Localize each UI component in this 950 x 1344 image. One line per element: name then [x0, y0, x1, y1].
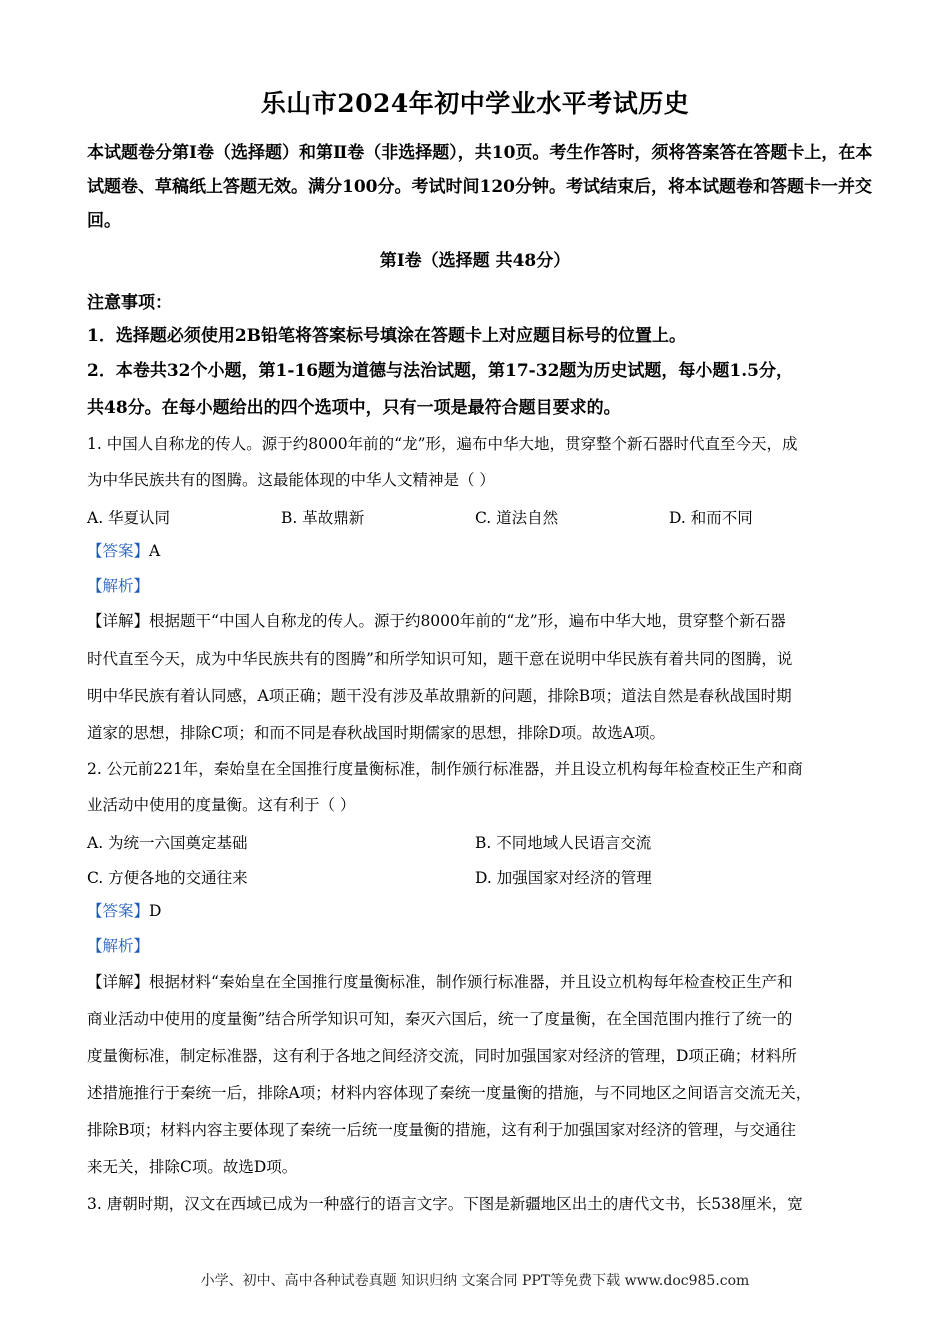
- q2-detail-line-2: 商业活动中使用的度量衡”结合所学知识可知，秦灭六国后，统一了度量衡，在全国范围内推行了统一的: [87, 1010, 793, 1028]
- q1-option-b: B. 革故鼎新: [281, 509, 365, 527]
- q1-detail-line-3: 明中华民族有着认同感，A项正确；题干没有涉及革故鼎新的问题，排除B项；道法自然是春秋战国时期: [87, 687, 792, 705]
- q2-analysis-tag: 【解析】: [87, 937, 150, 955]
- q2-detail-line-4: 述措施推行于秦统一后，排除A项；材料内容体现了秦统一度量衡的措施，与不同地区之间语言交流无关，: [87, 1084, 812, 1102]
- q1-detail-line-1: [87, 604, 877, 638]
- q2-option-c: C. 方便各地的交通往来: [87, 869, 248, 887]
- q1-analysis-tag: 【解析】: [87, 577, 150, 595]
- q2-option-a: A. 为统一六国奠定基础: [87, 834, 248, 852]
- note-item-2-line-2: 共48分。在每小题给出的四个选项中，只有一项是最符合题目要求的。: [87, 398, 621, 418]
- q2-detail-line-1: [87, 965, 877, 999]
- note-item-1: 1．选择题必须使用2B铅笔将答案标号填涂在答题卡上对应题目标号的位置上。: [87, 326, 687, 346]
- detail-text: 根据材料“秦始皇在全国推行度量衡标准，制作颁行标准器，并且设立机构每年检查校正生产和: [149, 973, 793, 991]
- exam-title: 乐山市2024年初中学业水平考试历史: [260, 89, 690, 118]
- q2-answer: [87, 894, 877, 928]
- q2-stem-line-1: 2. 公元前221年，秦始皇在全国推行度量衡标准，制作颁行标准器，并且设立机构每年检查校正生产和商: [87, 760, 803, 778]
- q1-detail-line-2: 时代直至今天，成为中华民族共有的图腾”和所学知识可知，题干意在说明中华民族有着共同的图腾，说: [87, 650, 793, 668]
- q2-stem-line-2: 业活动中使用的度量衡。这有利于（ ）: [87, 796, 356, 814]
- answer-tag: 【答案】: [87, 542, 150, 560]
- answer-tag: 【答案】: [87, 902, 150, 920]
- page-footer: 小学、初中、高中各种试卷真题 知识归纳 文案合同 PPT等免费下载 www.doc985.com: [200, 1273, 750, 1289]
- section-title: 第Ⅰ卷（选择题 共48分）: [379, 251, 571, 271]
- q2-option-d: D. 加强国家对经济的管理: [475, 869, 652, 887]
- q1-stem-line-2: 为中华民族共有的图腾。这最能体现的中华人文精神是（ ）: [87, 471, 495, 489]
- q2-option-b: B. 不同地域人民语言交流: [475, 834, 652, 852]
- q1-stem-line-1: 1. 中国人自称龙的传人。源于约8000年前的“龙”形，遍布中华大地，贯穿整个新石器时代直至今天，成: [87, 435, 798, 453]
- q2-detail-line-6: 来无关，排除C项。故选D项。: [87, 1158, 298, 1176]
- answer-value: A: [149, 542, 161, 560]
- detail-tag: 【详解】: [87, 973, 150, 991]
- q2-detail-line-5: 排除B项；材料内容主要体现了秦统一后统一度量衡的措施，这有利于加强国家对经济的管理，与交通往: [87, 1121, 796, 1139]
- detail-tag: 【详解】: [87, 612, 150, 630]
- q1-detail-line-4: 道家的思想，排除C项；和而不同是春秋战国时期儒家的思想，排除D项。故选A项。: [87, 724, 665, 742]
- notes-heading: 注意事项：: [87, 293, 172, 313]
- q3-stem-line-1: 3. 唐朝时期，汉文在西域已成为一种盛行的语言文字。下图是新疆地区出土的唐代文书，长538厘米，宽: [87, 1195, 803, 1213]
- note-item-2-line-1: 2．本卷共32个小题，第1-16题为道德与法治试题，第17-32题为历史试题，每小题1.5分，: [87, 361, 793, 381]
- q1-option-c: C. 道法自然: [475, 509, 559, 527]
- detail-text: 根据题干“中国人自称龙的传人。源于约8000年前的“龙”形，遍布中华大地，贯穿整个新石器: [149, 612, 786, 630]
- q1-option-d: D. 和而不同: [669, 509, 753, 527]
- exam-instructions: 本试题卷分第Ⅰ卷（选择题）和第Ⅱ卷（非选择题），共10页。考生作答时，须将答案答在答题卡上，在本试题卷、草稿纸上答题无效。满分100分。考试时间120分钟。考试结束后，将本试题卷和答题卡一并交回。: [87, 143, 873, 231]
- q1-answer: [87, 534, 877, 568]
- q2-detail-line-3: 度量衡标准，制定标准器，这有利于各地之间经济交流，同时加强国家对经济的管理，D项正确；材料所: [87, 1047, 797, 1065]
- q1-option-a: A. 华夏认同: [87, 509, 171, 527]
- answer-value: D: [149, 902, 162, 920]
